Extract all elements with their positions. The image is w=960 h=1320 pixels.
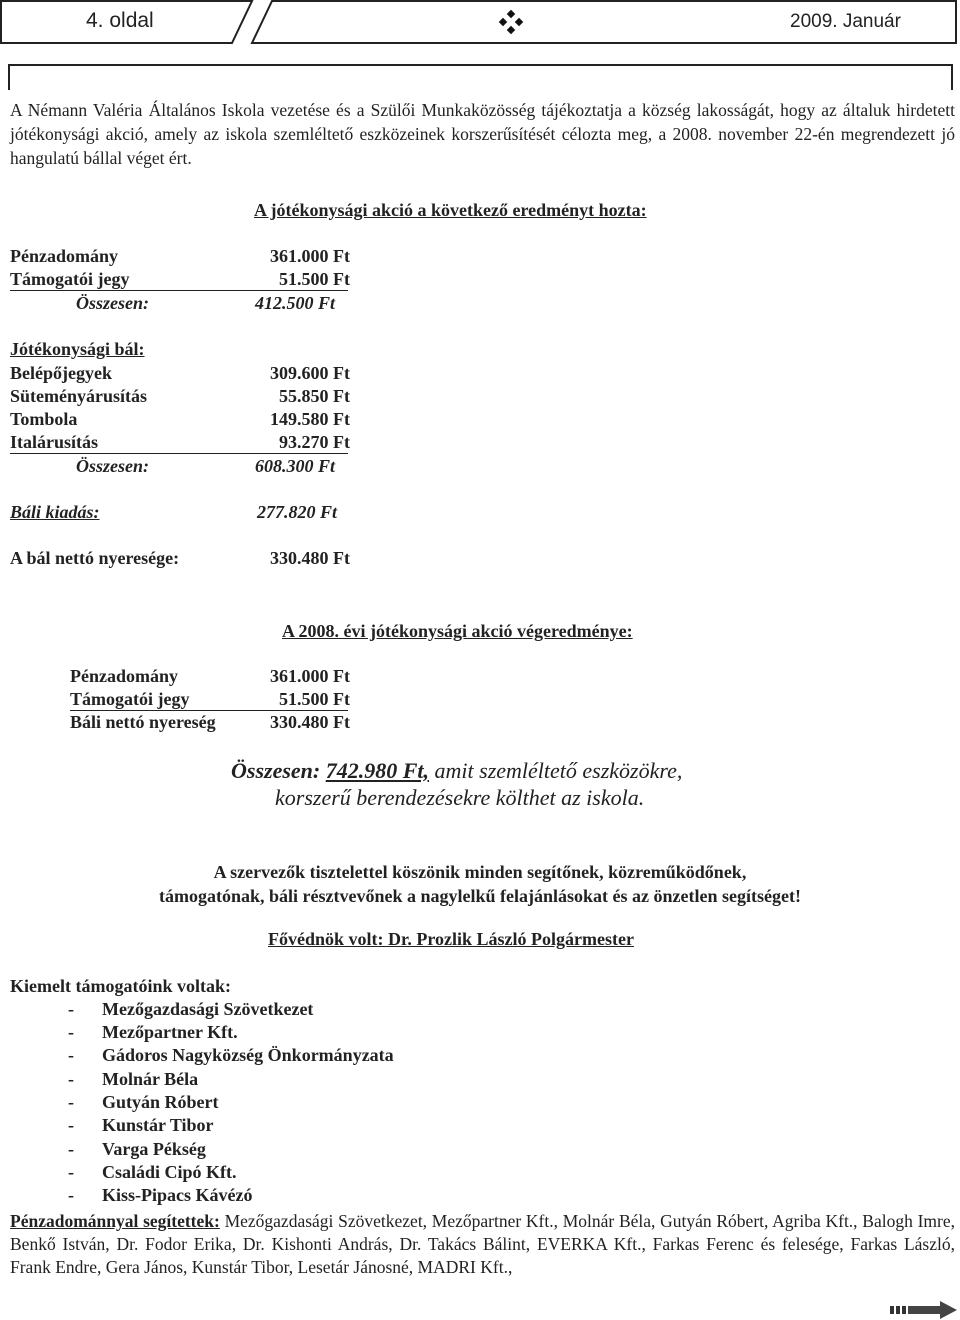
- subtotal-rule: [10, 453, 348, 454]
- ball-item-value: 309.600 Ft: [270, 363, 350, 383]
- support-ticket-value: 51.500 Ft: [279, 269, 350, 289]
- supporter-item: - Varga Pékség: [68, 1139, 206, 1159]
- ball-item-label: Tombola: [10, 409, 78, 429]
- supporter-item: - Molnár Béla: [68, 1069, 199, 1089]
- supporter-item: - Családi Cipó Kft.: [68, 1162, 237, 1182]
- money-donation-value: 361.000 Ft: [270, 246, 350, 266]
- donors-label: Pénzadománnyal segítettek:: [10, 1211, 220, 1231]
- thanks-line: támogatónak, báli résztvevőnek a nagylelkű felajánlásokat és az önzetlen segítséget!: [159, 886, 801, 906]
- supporter-item: - Kiss-Pipacs Kávézó: [68, 1185, 253, 1205]
- intro-paragraph: A Némann Valéria Általános Iskola vezetése és a Szülői Munkaközösség tájékoztatja a község lakosságát, hogy az általuk hirdetett jótékonysági akció, amely az iskola szemléltető eszközeinek korszerűsítését célozta meg, a 2008. november 22-én megrendezett jó hangulatú bállal véget ért.: [10, 100, 955, 168]
- ball-expense-label: Báli kiadás:: [10, 502, 100, 522]
- ball-item-value: 55.850 Ft: [279, 386, 350, 406]
- next-page-arrow-icon: [890, 1300, 958, 1320]
- support-ticket-label: Támogatói jegy: [10, 269, 130, 289]
- ball-net-value: 330.480 Ft: [270, 548, 350, 568]
- ball-item-label: Süteményárusítás: [10, 386, 148, 406]
- total2-value: 608.300 Ft: [255, 456, 336, 476]
- grand-total-continuation: korszerű berendezésekre költhet az iskola.: [275, 785, 645, 810]
- ball-item-label: Belépőjegyek: [10, 363, 112, 383]
- total1-label: Összesen:: [76, 293, 150, 313]
- supporter-item: - Gádoros Nagyközség Önkormányzata: [68, 1045, 394, 1065]
- ball-item-label: Italárusítás: [10, 432, 99, 452]
- supporter-item: - Mezőpartner Kft.: [68, 1022, 238, 1042]
- supporters-heading: Kiemelt támogatóink voltak:: [10, 976, 231, 996]
- final-item-label: Báli nettó nyereség: [70, 712, 216, 732]
- final-item-label: Pénzadomány: [70, 666, 178, 686]
- supporter-item: - Gutyán Róbert: [68, 1092, 219, 1112]
- diamond-ornament-icon: [498, 9, 524, 35]
- ball-item-value: 93.270 Ft: [279, 432, 350, 452]
- header-rule: [8, 64, 953, 90]
- grand-total: [231, 758, 682, 784]
- total2-label: Összesen:: [76, 456, 150, 476]
- issue-date: 2009. Január: [790, 11, 901, 32]
- money-donation-label: Pénzadomány: [10, 246, 118, 266]
- grand-total-amount: 742.980 Ft,: [325, 758, 430, 783]
- total1-value: 412.500 Ft: [255, 293, 336, 313]
- ball-item-value: 149.580 Ft: [270, 409, 350, 429]
- final-heading: A 2008. évi jótékonysági akció végeredménye:: [282, 621, 633, 641]
- thanks-block: [0, 860, 960, 908]
- supporter-item: - Kunstár Tibor: [68, 1115, 214, 1135]
- subtotal-rule: [10, 290, 348, 291]
- final-item-value: 330.480 Ft: [270, 712, 350, 732]
- page-number: 4. oldal: [86, 9, 154, 32]
- ball-expense-value: 277.820 Ft: [257, 502, 338, 522]
- charity-ball-heading: Jótékonysági bál:: [10, 339, 145, 359]
- final-item-label: Támogatói jegy: [70, 689, 190, 709]
- patron-line: Fővédnök volt: Dr. Prozlik László Polgármester: [268, 929, 634, 949]
- thanks-line: A szervezők tisztelettel köszönik minden segítőnek, közreműködőnek,: [213, 862, 747, 882]
- donors-list: Mezőgazdasági Szövetkezet, Mezőpartner Kft., Molnár Béla, Gutyán Róbert, Agriba Kft., Balogh Imre, Benkő István, Dr. Fodor Erika, Dr. Kishonti András, Dr. Takács Bálint, EVERKA Kft., Farkas Ferenc és felesége, Farkas László, Frank Endre, Gera János, Kunstár Tibor, Lesetár Jánosné, MADRI Kft.,: [10, 1211, 955, 1277]
- ball-net-label: A bál nettó nyeresége:: [10, 548, 180, 568]
- results-heading: A jótékonysági akció a következő eredményt hozta:: [254, 200, 647, 220]
- grand-total-prefix: Összesen:: [231, 758, 326, 783]
- donors-paragraph: [10, 1210, 955, 1279]
- supporter-item: - Mezőgazdasági Szövetkezet: [68, 999, 314, 1019]
- final-item-value: 361.000 Ft: [270, 666, 350, 686]
- final-rule: [70, 710, 348, 711]
- grand-total-suffix: amit szemléltető eszközökre,: [429, 758, 683, 783]
- final-item-value: 51.500 Ft: [279, 689, 350, 709]
